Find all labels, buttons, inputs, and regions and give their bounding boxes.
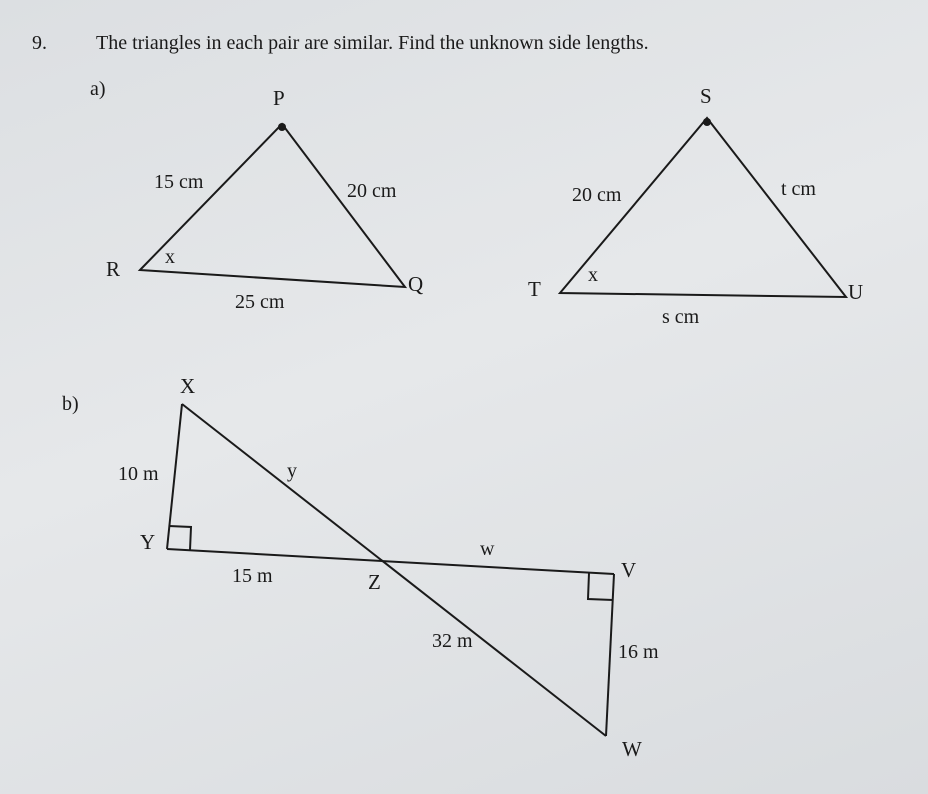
triangle-stu [560,118,846,297]
vertex-v: V [621,558,637,582]
vertex-z: Z [368,570,381,594]
vertex-x: X [180,374,196,398]
angle-t-label: x [588,264,598,286]
side-xy-length: 10 m [118,463,159,485]
side-ts-length: 20 cm [572,184,622,206]
side-xz-length: y [287,460,297,482]
side-rp-length: 15 cm [154,171,204,193]
angle-marker-s [703,118,711,126]
question-text: The triangles in each pair are similar. Find the unknown side lengths. [96,32,649,54]
side-su-length: t cm [781,178,816,200]
vertex-u: U [848,280,864,304]
vertex-s: S [700,84,712,108]
side-pq-length: 20 cm [347,180,397,202]
part-b-label: b) [62,393,79,415]
side-vw [606,574,614,736]
vertex-q: Q [408,272,424,296]
side-vw-length: 16 m [618,641,659,663]
vertex-w: W [622,737,642,761]
part-a-label: a) [90,78,106,100]
vertex-r: R [106,257,121,281]
vertex-y: Y [140,530,156,554]
angle-marker-p [278,123,286,131]
angle-r-label: x [165,246,175,268]
side-zv-length: w [480,538,495,560]
question-number: 9. [32,32,47,54]
vertex-t: T [528,277,541,301]
right-angle-v [588,573,613,600]
side-tu-length: s cm [662,306,700,328]
side-yz-length: 15 m [232,565,273,587]
triangle-pqr [140,124,405,287]
right-angle-y [169,526,191,550]
side-zw-length: 32 m [432,630,473,652]
side-rq-length: 25 cm [235,291,285,313]
vertex-p: P [273,86,285,110]
